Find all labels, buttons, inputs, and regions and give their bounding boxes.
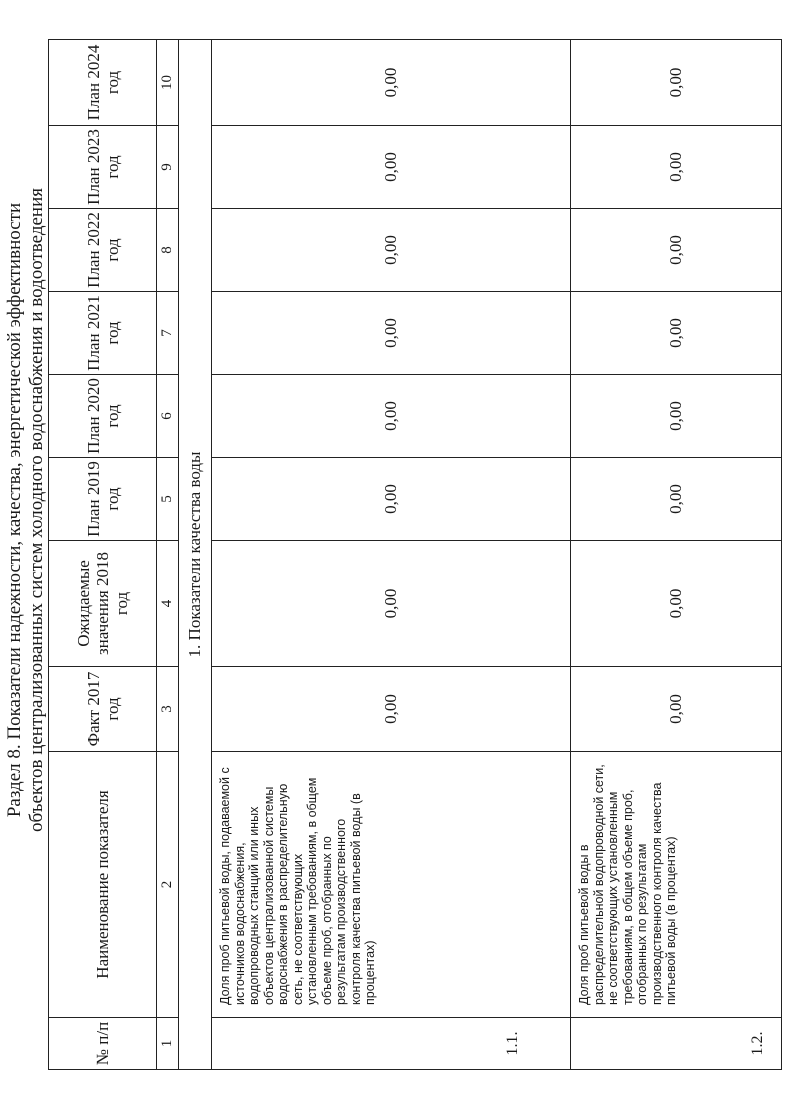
header-fact-2017: Факт 2017 год: [49, 667, 157, 752]
column-number: 9: [157, 126, 179, 209]
table-row: [571, 40, 782, 1070]
value-cell: 0,00: [212, 40, 571, 126]
header-plan-2020: План 2020 год: [49, 375, 157, 458]
column-number: 8: [157, 209, 179, 292]
column-number: 2: [157, 752, 179, 1018]
section-row: [179, 40, 212, 1070]
value-cell: 0,00: [571, 541, 782, 667]
column-number: 4: [157, 541, 179, 667]
header-plan-2023: План 2023 год: [49, 126, 157, 209]
value-cell: 0,00: [212, 209, 571, 292]
value-cell: 0,00: [212, 126, 571, 209]
header-no: № п/п: [49, 1018, 157, 1070]
header-row: [49, 40, 157, 1070]
column-number: 7: [157, 292, 179, 375]
value-cell: 0,00: [212, 375, 571, 458]
column-number: 5: [157, 458, 179, 541]
value-cell: 0,00: [571, 667, 782, 752]
column-number: 1: [157, 1018, 179, 1070]
header-name: Наименование показателя: [49, 752, 157, 1018]
column-number-row: [157, 40, 179, 1070]
header-plan-2024: План 2024 год: [49, 40, 157, 126]
row-number: 1.1.: [212, 1018, 571, 1070]
section-title: 1. Показатели качества воды: [179, 40, 212, 1070]
indicator-name: Доля проб питьевой воды, подаваемой с источников водоснабжения, водопроводных станций или иных объектов централизованной системы водоснабжения в распределительную сеть, не соответствующих установленным требованиям, в общем объеме проб, отобранных по результатам производственного контроля качества питьевой воды (в процентах): [212, 752, 571, 1018]
value-cell: 0,00: [571, 126, 782, 209]
header-expected-2018: Ожидаемые значения 2018 год: [49, 541, 157, 667]
value-cell: 0,00: [571, 40, 782, 126]
heading-line-2: объектов централизованных систем холодного водоснабжения и водоотведения: [26, 188, 47, 833]
header-plan-2019: План 2019 год: [49, 458, 157, 541]
value-cell: 0,00: [571, 375, 782, 458]
heading-line-1: Раздел 8. Показатели надежности, качества, энергетической эффективности: [4, 202, 25, 818]
column-number: 10: [157, 40, 179, 126]
value-cell: 0,00: [212, 667, 571, 752]
table-row: [212, 40, 571, 1070]
value-cell: 0,00: [212, 458, 571, 541]
header-plan-2021: План 2021 год: [49, 292, 157, 375]
value-cell: 0,00: [212, 292, 571, 375]
header-plan-2022: План 2022 год: [49, 209, 157, 292]
value-cell: 0,00: [571, 209, 782, 292]
column-number: 6: [157, 375, 179, 458]
value-cell: 0,00: [212, 541, 571, 667]
section-heading: [4, 60, 48, 960]
indicator-name: Доля проб питьевой воды в распределительной водопроводной сети, не соответствующих установленным требованиям, в общем объеме проб, отобранных по результатам производственного контроля качества питьевой воды (в процентах): [571, 752, 782, 1018]
column-number: 3: [157, 667, 179, 752]
value-cell: 0,00: [571, 458, 782, 541]
indicators-table: [48, 39, 782, 1070]
value-cell: 0,00: [571, 292, 782, 375]
row-number: 1.2.: [571, 1018, 782, 1070]
